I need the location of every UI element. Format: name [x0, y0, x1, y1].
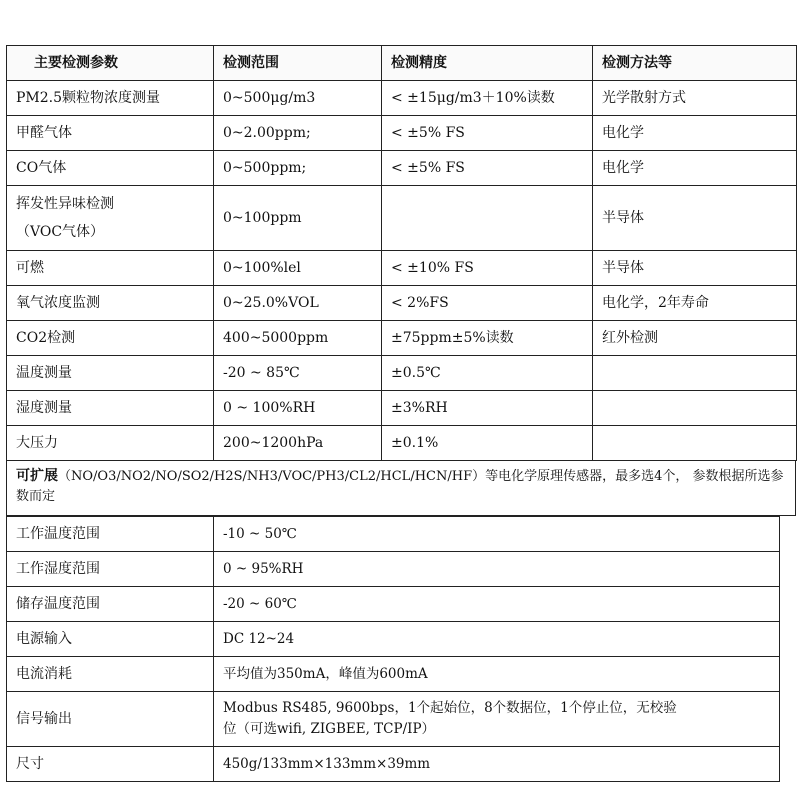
range-cell: 0~500μg/m3: [214, 81, 382, 116]
method-cell: 红外检测: [593, 321, 797, 356]
spec-value: 450g/133mm×133mm×39mm: [214, 747, 780, 782]
table-row: [7, 186, 797, 251]
spec-value: DC 12~24: [214, 622, 780, 657]
spec-label: 工作温度范围: [7, 517, 214, 552]
param-cell: CO2检测: [7, 321, 214, 356]
accuracy-cell: ±75ppm±5%读数: [382, 321, 593, 356]
param-cell: 可燃: [7, 251, 214, 286]
accuracy-cell: < 2%FS: [382, 286, 593, 321]
header-accuracy: 检测精度: [382, 46, 593, 81]
param-cell: 湿度测量: [7, 391, 214, 426]
header-range: 检测范围: [214, 46, 382, 81]
param-cell: 氧气浓度监测: [7, 286, 214, 321]
method-cell: [593, 356, 797, 391]
table-row: [7, 747, 780, 782]
table-row: [7, 517, 780, 552]
general-spec-table: [6, 516, 780, 782]
method-cell: [593, 426, 797, 461]
param-cell: [7, 186, 214, 251]
param-cell: CO气体: [7, 151, 214, 186]
spec-value: [214, 692, 780, 747]
spec-value: 0 ~ 95%RH: [214, 552, 780, 587]
accuracy-cell: < ±5% FS: [382, 116, 593, 151]
table-row: [7, 391, 797, 426]
spec-label: 储存温度范围: [7, 587, 214, 622]
table-row: [7, 587, 780, 622]
spec-value: -20 ~ 60℃: [214, 587, 780, 622]
method-cell: 电化学: [593, 116, 797, 151]
table-row: [7, 356, 797, 391]
spec-value-line: 位（可选wifi, ZIGBEE, TCP/IP）: [223, 721, 436, 737]
range-cell: 400~5000ppm: [214, 321, 382, 356]
table-row: [7, 286, 797, 321]
header-method: 检测方法等: [593, 46, 797, 81]
extension-label: 可扩展: [16, 468, 58, 484]
header-parameter: 主要检测参数: [7, 46, 214, 81]
accuracy-cell: ±3%RH: [382, 391, 593, 426]
spec-label: 尺寸: [7, 747, 214, 782]
method-cell: 电化学，2年寿命: [593, 286, 797, 321]
range-cell: 0~100%lel: [214, 251, 382, 286]
extension-text: （NO/O3/NO2/NO/SO2/H2S/NH3/VOC/PH3/CL2/HCL/HCN/HF）等电化学原理传感器，最多选4个， 参数根据所选参数而定: [16, 469, 784, 504]
spec-sheet: [6, 45, 796, 782]
table-header-row: [7, 46, 797, 81]
table-row: [7, 81, 797, 116]
table-row: [7, 622, 780, 657]
method-cell: 半导体: [593, 186, 797, 251]
accuracy-cell: < ±15μg/m3＋10%读数: [382, 81, 593, 116]
range-cell: 0 ~ 100%RH: [214, 391, 382, 426]
spec-label: 电流消耗: [7, 657, 214, 692]
range-cell: 200~1200hPa: [214, 426, 382, 461]
param-cell: 温度测量: [7, 356, 214, 391]
spec-label: 信号输出: [7, 692, 214, 747]
range-cell: 0~25.0%VOL: [214, 286, 382, 321]
method-cell: 光学散射方式: [593, 81, 797, 116]
table-row: [7, 151, 797, 186]
param-line: 挥发性异味检测: [16, 195, 114, 212]
accuracy-cell: < ±5% FS: [382, 151, 593, 186]
range-cell: 0~100ppm: [214, 186, 382, 251]
accuracy-cell: ±0.5℃: [382, 356, 593, 391]
table-row: [7, 426, 797, 461]
range-cell: 0~2.00ppm;: [214, 116, 382, 151]
param-cell: 甲醛气体: [7, 116, 214, 151]
accuracy-cell: < ±10% FS: [382, 251, 593, 286]
table-row: [7, 552, 780, 587]
accuracy-cell: ±0.1%: [382, 426, 593, 461]
sensor-parameter-table: [6, 45, 797, 461]
param-line: （VOC气体）: [16, 223, 105, 240]
range-cell: -20 ~ 85℃: [214, 356, 382, 391]
table-row: [7, 321, 797, 356]
method-cell: [593, 391, 797, 426]
table-row: [7, 692, 780, 747]
spec-label: 电源输入: [7, 622, 214, 657]
method-cell: 半导体: [593, 251, 797, 286]
method-cell: 电化学: [593, 151, 797, 186]
accuracy-cell: [382, 186, 593, 251]
table-row: [7, 657, 780, 692]
param-cell: PM2.5颗粒物浓度测量: [7, 81, 214, 116]
spec-value-line: Modbus RS485, 9600bps，1个起始位，8个数据位，1个停止位，无校验: [223, 700, 677, 716]
param-cell: 大压力: [7, 426, 214, 461]
spec-value: -10 ~ 50℃: [214, 517, 780, 552]
table-row: [7, 251, 797, 286]
table-row: [7, 116, 797, 151]
extension-note: [6, 461, 796, 516]
range-cell: 0~500ppm;: [214, 151, 382, 186]
spec-value: 平均值为350mA，峰值为600mA: [214, 657, 780, 692]
spec-label: 工作湿度范围: [7, 552, 214, 587]
